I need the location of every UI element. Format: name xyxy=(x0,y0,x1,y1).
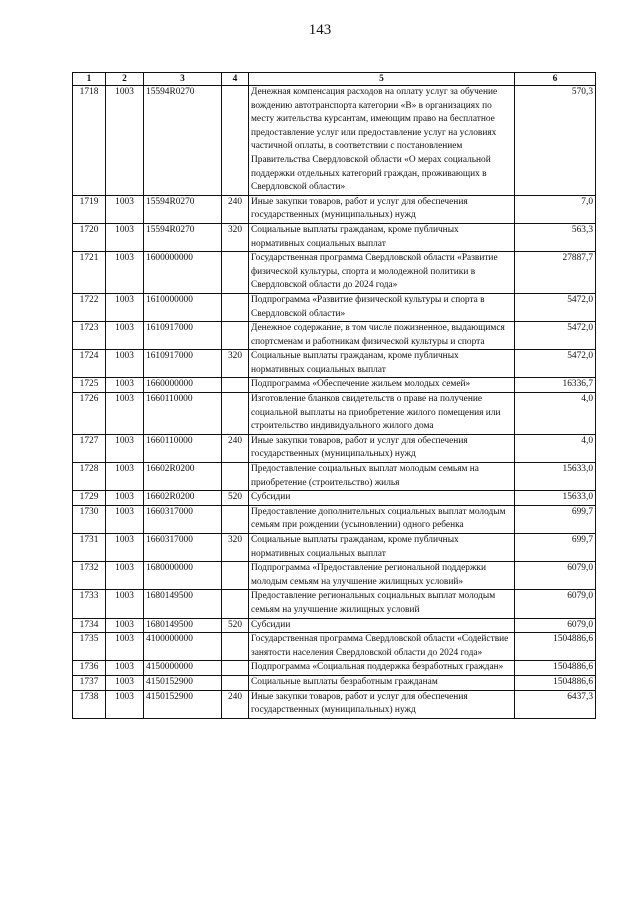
row-number-cell: 1724 xyxy=(73,350,106,378)
amount-cell: 1504886,6 xyxy=(515,661,596,676)
amount-cell: 563,3 xyxy=(515,223,596,251)
table-row xyxy=(73,675,596,690)
header-row xyxy=(73,73,596,86)
expense-type-cell: 520 xyxy=(222,618,249,633)
item-name-cell: Денежное содержание, в том числе пожизненное, выдающимся спортсменам и работникам физической культуры и спорта xyxy=(249,322,515,350)
row-number-cell: 1719 xyxy=(73,195,106,223)
header-col-6: 6 xyxy=(515,73,596,86)
row-number-cell: 1720 xyxy=(73,223,106,251)
section-code-cell: 1003 xyxy=(106,350,144,378)
item-name-cell: Денежная компенсация расходов на оплату услуг за обучение вождению автотранспорта категории «В» в организациях по месту жительства курсантам, имеющим право на бесплатное предоставление услуг или предоставление услуг на условиях частичной оплаты, в соответствии с постановлением Правительства Свердловской области «О мерах социальной поддержки отдельных категорий граждан, проживающих в Свердловской области» xyxy=(249,86,515,196)
expense-type-cell xyxy=(222,322,249,350)
target-article-cell: 1660317000 xyxy=(144,534,222,562)
target-article-cell: 1680149500 xyxy=(144,618,222,633)
header-col-5: 5 xyxy=(249,73,515,86)
target-article-cell: 1610917000 xyxy=(144,350,222,378)
section-code-cell: 1003 xyxy=(106,86,144,196)
target-article-cell: 15594R0270 xyxy=(144,223,222,251)
target-article-cell: 1610000000 xyxy=(144,293,222,321)
target-article-cell: 4150000000 xyxy=(144,661,222,676)
item-name-cell: Субсидии xyxy=(249,491,515,506)
table-row xyxy=(73,252,596,294)
expense-type-cell xyxy=(222,633,249,661)
item-name-cell: Предоставление дополнительных социальных выплат молодым семьям при рождении (усыновлении) одного ребенка xyxy=(249,505,515,533)
row-number-cell: 1723 xyxy=(73,322,106,350)
target-article-cell: 4150152900 xyxy=(144,690,222,718)
item-name-cell: Подпрограмма «Развитие физической культуры и спорта в Свердловской области» xyxy=(249,293,515,321)
amount-cell: 16336,7 xyxy=(515,378,596,393)
amount-cell: 570,3 xyxy=(515,86,596,196)
expense-type-cell: 520 xyxy=(222,491,249,506)
amount-cell: 1504886,6 xyxy=(515,675,596,690)
item-name-cell: Государственная программа Свердловской области «Развитие физической культуры, спорта и молодежной политики в Свердловской области до 2024 года» xyxy=(249,252,515,294)
item-name-cell: Социальные выплаты гражданам, кроме публичных нормативных социальных выплат xyxy=(249,350,515,378)
table-row xyxy=(73,86,596,196)
section-code-cell: 1003 xyxy=(106,661,144,676)
row-number-cell: 1730 xyxy=(73,505,106,533)
table-row xyxy=(73,322,596,350)
target-article-cell: 1680000000 xyxy=(144,562,222,590)
section-code-cell: 1003 xyxy=(106,293,144,321)
item-name-cell: Предоставление социальных выплат молодым семьям на приобретение (строительство) жилья xyxy=(249,463,515,491)
table-row xyxy=(73,350,596,378)
row-number-cell: 1727 xyxy=(73,434,106,462)
header-col-3: 3 xyxy=(144,73,222,86)
amount-cell: 6079,0 xyxy=(515,618,596,633)
target-article-cell: 4150152900 xyxy=(144,675,222,690)
section-code-cell: 1003 xyxy=(106,562,144,590)
row-number-cell: 1721 xyxy=(73,252,106,294)
amount-cell: 699,7 xyxy=(515,534,596,562)
expense-type-cell: 320 xyxy=(222,534,249,562)
row-number-cell: 1718 xyxy=(73,86,106,196)
table-row xyxy=(73,633,596,661)
item-name-cell: Социальные выплаты гражданам, кроме публичных нормативных социальных выплат xyxy=(249,534,515,562)
amount-cell: 6437,3 xyxy=(515,690,596,718)
item-name-cell: Иные закупки товаров, работ и услуг для обеспечения государственных (муниципальных) нужд xyxy=(249,195,515,223)
target-article-cell: 1660110000 xyxy=(144,434,222,462)
table-header xyxy=(73,73,596,86)
target-article-cell: 15594R0270 xyxy=(144,86,222,196)
table-row xyxy=(73,618,596,633)
item-name-cell: Подпрограмма «Социальная поддержка безработных граждан» xyxy=(249,661,515,676)
table-row xyxy=(73,534,596,562)
table-row xyxy=(73,590,596,618)
expense-type-cell: 240 xyxy=(222,690,249,718)
expense-type-cell xyxy=(222,675,249,690)
target-article-cell: 1600000000 xyxy=(144,252,222,294)
section-code-cell: 1003 xyxy=(106,322,144,350)
section-code-cell: 1003 xyxy=(106,618,144,633)
row-number-cell: 1733 xyxy=(73,590,106,618)
expense-type-cell xyxy=(222,590,249,618)
section-code-cell: 1003 xyxy=(106,633,144,661)
item-name-cell: Изготовление бланков свидетельств о праве на получение социальной выплаты на приобретение жилого помещения или строительство индивидуального жилого дома xyxy=(249,393,515,435)
amount-cell: 699,7 xyxy=(515,505,596,533)
table-row xyxy=(73,690,596,718)
section-code-cell: 1003 xyxy=(106,195,144,223)
amount-cell: 5472,0 xyxy=(515,350,596,378)
target-article-cell: 1610917000 xyxy=(144,322,222,350)
row-number-cell: 1735 xyxy=(73,633,106,661)
row-number-cell: 1737 xyxy=(73,675,106,690)
section-code-cell: 1003 xyxy=(106,690,144,718)
item-name-cell: Субсидии xyxy=(249,618,515,633)
row-number-cell: 1725 xyxy=(73,378,106,393)
row-number-cell: 1729 xyxy=(73,491,106,506)
table-row xyxy=(73,505,596,533)
item-name-cell: Иные закупки товаров, работ и услуг для обеспечения государственных (муниципальных) нужд xyxy=(249,434,515,462)
item-name-cell: Государственная программа Свердловской области «Содействие занятости населения Свердловской области до 2024 года» xyxy=(249,633,515,661)
section-code-cell: 1003 xyxy=(106,252,144,294)
table-row xyxy=(73,195,596,223)
amount-cell: 6079,0 xyxy=(515,562,596,590)
section-code-cell: 1003 xyxy=(106,505,144,533)
expense-type-cell xyxy=(222,661,249,676)
expense-type-cell xyxy=(222,252,249,294)
header-col-4: 4 xyxy=(222,73,249,86)
expense-type-cell: 240 xyxy=(222,195,249,223)
section-code-cell: 1003 xyxy=(106,463,144,491)
expense-type-cell xyxy=(222,86,249,196)
section-code-cell: 1003 xyxy=(106,393,144,435)
table-row xyxy=(73,223,596,251)
row-number-cell: 1738 xyxy=(73,690,106,718)
expense-type-cell xyxy=(222,378,249,393)
target-article-cell: 4100000000 xyxy=(144,633,222,661)
target-article-cell: 16602R0200 xyxy=(144,463,222,491)
row-number-cell: 1726 xyxy=(73,393,106,435)
amount-cell: 4,0 xyxy=(515,393,596,435)
header-col-2: 2 xyxy=(106,73,144,86)
expense-type-cell xyxy=(222,293,249,321)
table-row xyxy=(73,562,596,590)
section-code-cell: 1003 xyxy=(106,491,144,506)
row-number-cell: 1734 xyxy=(73,618,106,633)
item-name-cell: Предоставление региональных социальных выплат молодым семьям на улучшение жилищных условий xyxy=(249,590,515,618)
row-number-cell: 1728 xyxy=(73,463,106,491)
table-row xyxy=(73,661,596,676)
table-row xyxy=(73,378,596,393)
expense-type-cell xyxy=(222,562,249,590)
target-article-cell: 1660000000 xyxy=(144,378,222,393)
target-article-cell: 16602R0200 xyxy=(144,491,222,506)
row-number-cell: 1732 xyxy=(73,562,106,590)
target-article-cell: 1660317000 xyxy=(144,505,222,533)
row-number-cell: 1731 xyxy=(73,534,106,562)
expense-type-cell: 320 xyxy=(222,223,249,251)
target-article-cell: 1680149500 xyxy=(144,590,222,618)
section-code-cell: 1003 xyxy=(106,434,144,462)
section-code-cell: 1003 xyxy=(106,223,144,251)
amount-cell: 1504886,6 xyxy=(515,633,596,661)
table-row xyxy=(73,491,596,506)
section-code-cell: 1003 xyxy=(106,534,144,562)
amount-cell: 5472,0 xyxy=(515,322,596,350)
amount-cell: 15633,0 xyxy=(515,491,596,506)
target-article-cell: 15594R0270 xyxy=(144,195,222,223)
page-number: 143 xyxy=(308,22,332,38)
table-body xyxy=(73,86,596,719)
amount-cell: 5472,0 xyxy=(515,293,596,321)
item-name-cell: Иные закупки товаров, работ и услуг для обеспечения государственных (муниципальных) нужд xyxy=(249,690,515,718)
target-article-cell: 1660110000 xyxy=(144,393,222,435)
row-number-cell: 1722 xyxy=(73,293,106,321)
expense-type-cell: 320 xyxy=(222,350,249,378)
expense-type-cell xyxy=(222,393,249,435)
section-code-cell: 1003 xyxy=(106,590,144,618)
row-number-cell: 1736 xyxy=(73,661,106,676)
header-col-1: 1 xyxy=(73,73,106,86)
amount-cell: 6079,0 xyxy=(515,590,596,618)
table-row xyxy=(73,293,596,321)
section-code-cell: 1003 xyxy=(106,675,144,690)
item-name-cell: Социальные выплаты гражданам, кроме публичных нормативных социальных выплат xyxy=(249,223,515,251)
expense-type-cell: 240 xyxy=(222,434,249,462)
table-row xyxy=(73,434,596,462)
amount-cell: 4,0 xyxy=(515,434,596,462)
expense-type-cell xyxy=(222,505,249,533)
amount-cell: 7,0 xyxy=(515,195,596,223)
item-name-cell: Подпрограмма «Предоставление региональной поддержки молодым семьям на улучшение жилищных условий» xyxy=(249,562,515,590)
budget-table xyxy=(72,72,596,719)
item-name-cell: Социальные выплаты безработным гражданам xyxy=(249,675,515,690)
section-code-cell: 1003 xyxy=(106,378,144,393)
table-row xyxy=(73,393,596,435)
item-name-cell: Подпрограмма «Обеспечение жильем молодых семей» xyxy=(249,378,515,393)
amount-cell: 15633,0 xyxy=(515,463,596,491)
expense-type-cell xyxy=(222,463,249,491)
table-row xyxy=(73,463,596,491)
amount-cell: 27887,7 xyxy=(515,252,596,294)
